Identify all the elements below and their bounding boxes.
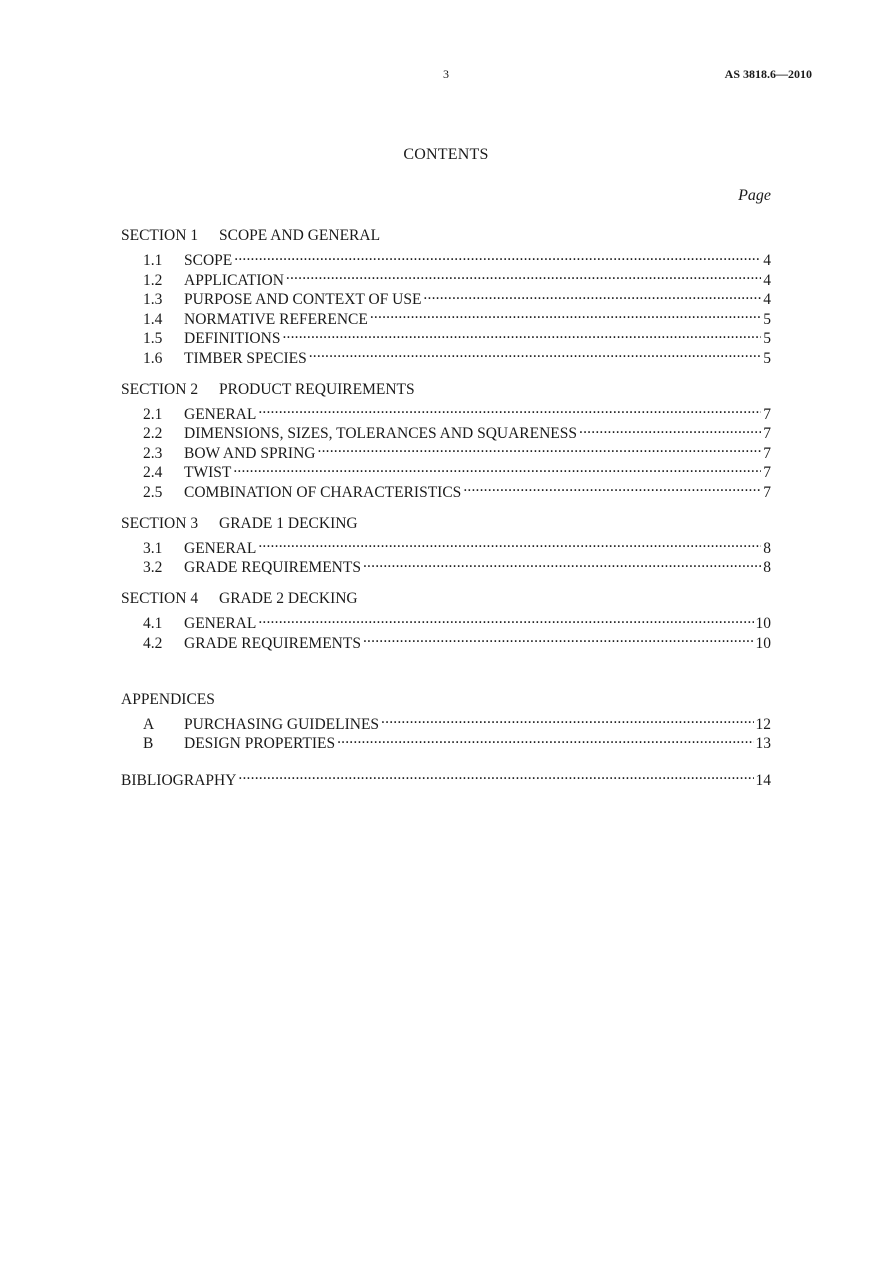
section-heading[interactable] <box>121 589 771 609</box>
entry-number: 1.1 <box>143 252 163 269</box>
appendices-heading: APPENDICES <box>121 690 215 708</box>
section-label: SECTION 4 <box>121 590 199 607</box>
entry-page: 12 <box>755 715 771 733</box>
entry-number: 1.2 <box>143 271 163 289</box>
entry-number: 1.6 <box>143 349 163 367</box>
entry-page: 10 <box>755 634 771 652</box>
entry-number: 2.5 <box>143 483 163 501</box>
document-id: AS 3818.6—2010 <box>724 67 812 81</box>
toc-section-1 <box>121 226 771 367</box>
entry-title: APPLICATION <box>184 271 284 289</box>
table-of-contents <box>121 226 771 802</box>
entry-page: 7 <box>763 464 771 481</box>
dot-leader <box>381 709 753 729</box>
entry-title: SCOPE <box>184 252 233 269</box>
dot-leader <box>258 533 761 553</box>
entry-title: PURCHASING GUIDELINES <box>184 715 380 733</box>
toc-entry[interactable] <box>121 399 771 423</box>
entry-page: 7 <box>763 425 771 442</box>
entry-number: 2.1 <box>143 405 163 423</box>
entry-number: 1.5 <box>143 330 163 347</box>
dot-leader <box>233 458 761 478</box>
entry-title: DEFINITIONS <box>184 330 281 347</box>
dot-leader <box>309 343 762 363</box>
entry-title: GENERAL <box>184 405 257 423</box>
section-title: SCOPE AND GENERAL <box>219 227 381 244</box>
entry-number: 4.1 <box>143 615 163 632</box>
entry-page: 7 <box>763 405 771 423</box>
dot-leader <box>363 628 754 648</box>
toc-section-4 <box>121 589 771 652</box>
toc-entry[interactable] <box>121 709 771 733</box>
dot-leader <box>337 729 753 749</box>
entry-title: TWIST <box>184 464 232 481</box>
entry-title: DIMENSIONS, SIZES, TOLERANCES AND SQUARENESS <box>184 425 578 442</box>
dot-leader <box>258 399 761 419</box>
entry-title: BIBLIOGRAPHY <box>121 771 237 789</box>
dot-leader <box>282 324 761 344</box>
toc-entry[interactable] <box>121 609 771 632</box>
section-title: GRADE 2 DECKING <box>219 590 358 607</box>
toc-section-3 <box>121 514 771 576</box>
entry-number: 3.2 <box>143 559 163 576</box>
dot-leader <box>463 477 761 497</box>
dot-leader <box>238 765 753 785</box>
entry-number: 1.4 <box>143 310 163 328</box>
entry-page: 10 <box>755 615 771 632</box>
toc-appendices <box>121 690 771 752</box>
toc-section-2 <box>121 380 771 501</box>
entry-page: 4 <box>763 291 771 308</box>
entry-page: 4 <box>763 252 771 269</box>
dot-leader <box>423 285 761 305</box>
toc-bibliography <box>121 765 771 789</box>
entry-page: 5 <box>763 310 771 328</box>
dot-leader <box>234 246 761 266</box>
section-label: SECTION 2 <box>121 380 199 398</box>
page-number: 3 <box>443 67 449 81</box>
entry-number: 3.1 <box>143 539 163 557</box>
entry-page: 8 <box>763 539 771 557</box>
entry-title: GENERAL <box>184 615 257 632</box>
entry-title: GRADE REQUIREMENTS <box>184 634 361 652</box>
dot-leader <box>258 609 753 629</box>
entry-page: 7 <box>763 483 771 501</box>
entry-page: 13 <box>755 735 771 752</box>
entry-page: 8 <box>763 559 771 576</box>
entry-page: 7 <box>763 444 771 462</box>
entry-number: 1.3 <box>143 291 163 308</box>
toc-entry[interactable] <box>121 765 771 789</box>
page-column-label: Page <box>738 187 771 204</box>
entry-title: TIMBER SPECIES <box>184 349 307 367</box>
toc-entry[interactable] <box>121 246 771 269</box>
dot-leader <box>579 419 761 439</box>
entry-title: GRADE REQUIREMENTS <box>184 559 361 576</box>
section-heading[interactable] <box>121 226 771 246</box>
dot-leader <box>318 438 762 458</box>
entry-title: PURPOSE AND CONTEXT OF USE <box>184 291 422 308</box>
entry-number: A <box>143 715 155 733</box>
dot-leader <box>286 265 761 285</box>
section-heading[interactable] <box>121 514 771 534</box>
section-title: PRODUCT REQUIREMENTS <box>219 380 415 398</box>
entry-page: 5 <box>763 349 771 367</box>
section-heading[interactable] <box>121 380 771 400</box>
dot-leader <box>370 304 761 324</box>
entry-title: DESIGN PROPERTIES <box>184 735 336 752</box>
section-title: GRADE 1 DECKING <box>219 514 358 532</box>
entry-title: GENERAL <box>184 539 257 557</box>
entry-number: 2.4 <box>143 464 163 481</box>
entry-number: 4.2 <box>143 634 163 652</box>
entry-title: NORMATIVE REFERENCE <box>184 310 368 328</box>
entry-number: B <box>143 735 154 752</box>
contents-title: CONTENTS <box>403 146 489 163</box>
section-label: SECTION 3 <box>121 514 199 532</box>
entry-number: 2.3 <box>143 444 163 462</box>
entry-page: 4 <box>763 271 771 289</box>
entry-page: 14 <box>755 771 771 789</box>
entry-page: 5 <box>763 330 771 347</box>
entry-title: COMBINATION OF CHARACTERISTICS <box>184 483 462 501</box>
entry-title: BOW AND SPRING <box>184 444 316 462</box>
section-label: SECTION 1 <box>121 227 199 244</box>
dot-leader <box>363 553 761 573</box>
toc-entry[interactable] <box>121 533 771 557</box>
entry-number: 2.2 <box>143 425 163 442</box>
